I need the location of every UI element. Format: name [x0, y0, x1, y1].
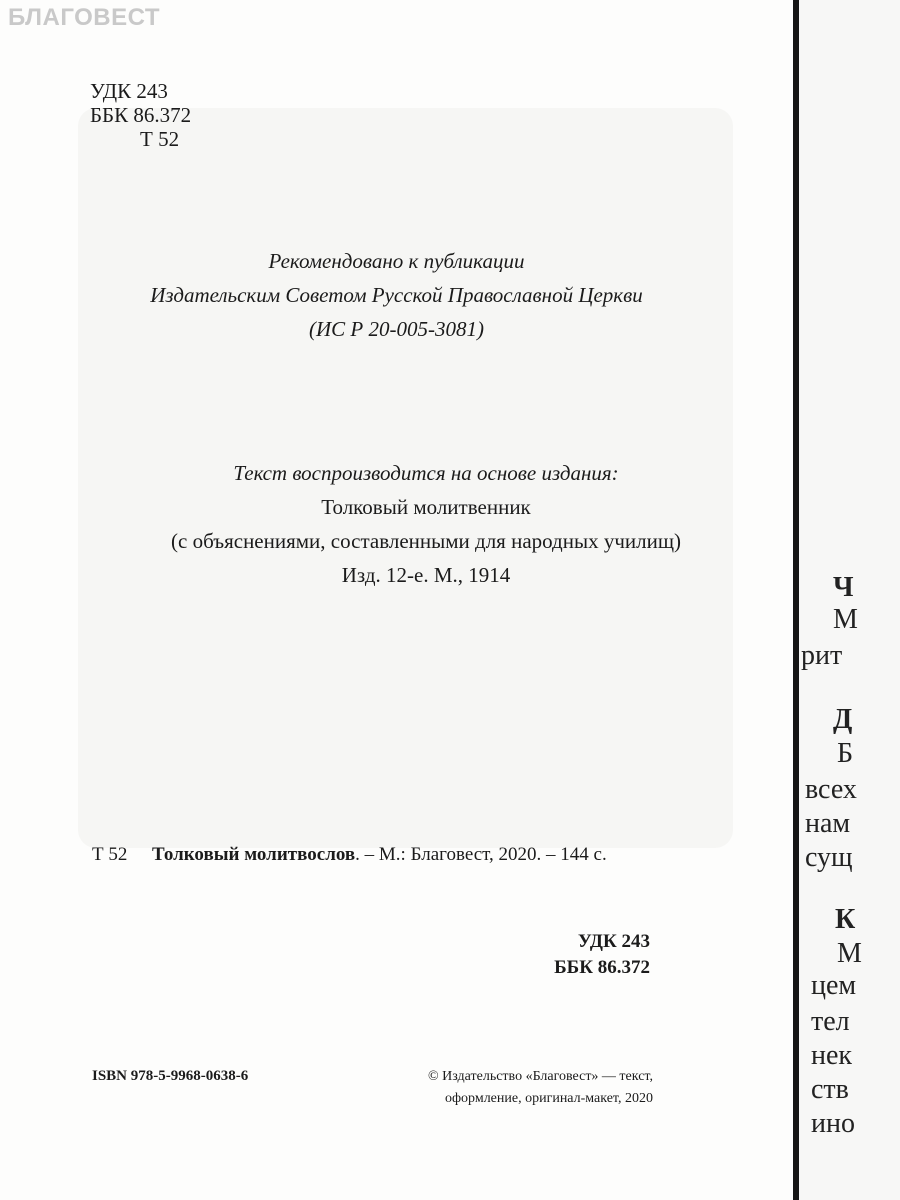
classification-bottom [554, 929, 650, 981]
right-page-text: ино [811, 1108, 855, 1139]
udk-code-bottom: УДК 243 [577, 931, 650, 952]
bibliographic-record [92, 844, 607, 866]
source-edition: Изд. 12-е. М., 1914 [341, 563, 511, 587]
right-page-text: Ч [833, 572, 854, 603]
right-page-text: К [835, 904, 856, 935]
source-edition-block [0, 456, 852, 592]
right-page-text: всех [805, 774, 857, 805]
right-page-edge [799, 0, 900, 1200]
copyright-notice [353, 1066, 653, 1110]
recommendation-number: (ИС Р 20-005-3081) [309, 317, 484, 341]
source-title: Толковый молитвенник [321, 495, 531, 519]
right-page-text: сущ [805, 842, 853, 873]
udk-code: УДК 243 [90, 79, 168, 103]
recommendation-line: Рекомендовано к публикации [268, 249, 525, 273]
right-page-text: Б [837, 738, 854, 769]
recommendation-block [0, 244, 793, 346]
bbk-code: ББК 86.372 [90, 103, 192, 127]
right-page-text: тел [811, 1006, 850, 1037]
right-page-text: нек [811, 1040, 853, 1071]
bbk-code-bottom: ББК 86.372 [554, 957, 650, 978]
classification-block [90, 79, 191, 151]
bibliographic-code: Т 52 [92, 844, 128, 865]
recommendation-line: Издательским Советом Русской Православной Церкви [150, 283, 643, 307]
copyright-line: © Издательство «Благовест» — текст, [428, 1069, 653, 1084]
right-page-text: ств [811, 1074, 849, 1105]
right-page-text: рит [801, 640, 843, 671]
copyright-line: оформление, оригинал-макет, 2020 [444, 1091, 653, 1106]
isbn: ISBN 978-5-9968-0638-6 [92, 1068, 249, 1084]
right-page-text: Д [833, 704, 853, 735]
right-page-text: М [837, 938, 862, 969]
book-title: Толковый молитвослов [152, 844, 356, 865]
watermark-logo: БЛАГОВЕСТ [8, 4, 161, 31]
author-mark: Т 52 [140, 127, 180, 151]
source-intro: Текст воспроизводится на основе издания: [233, 461, 619, 485]
bibliographic-details: . – М.: Благовест, 2020. – 144 с. [355, 844, 607, 865]
source-subtitle: (с объяснениями, составленными для народных училищ) [171, 529, 681, 553]
right-page-text: цем [811, 970, 857, 1001]
right-page-text: М [833, 604, 858, 635]
right-page-text: нам [805, 808, 851, 839]
